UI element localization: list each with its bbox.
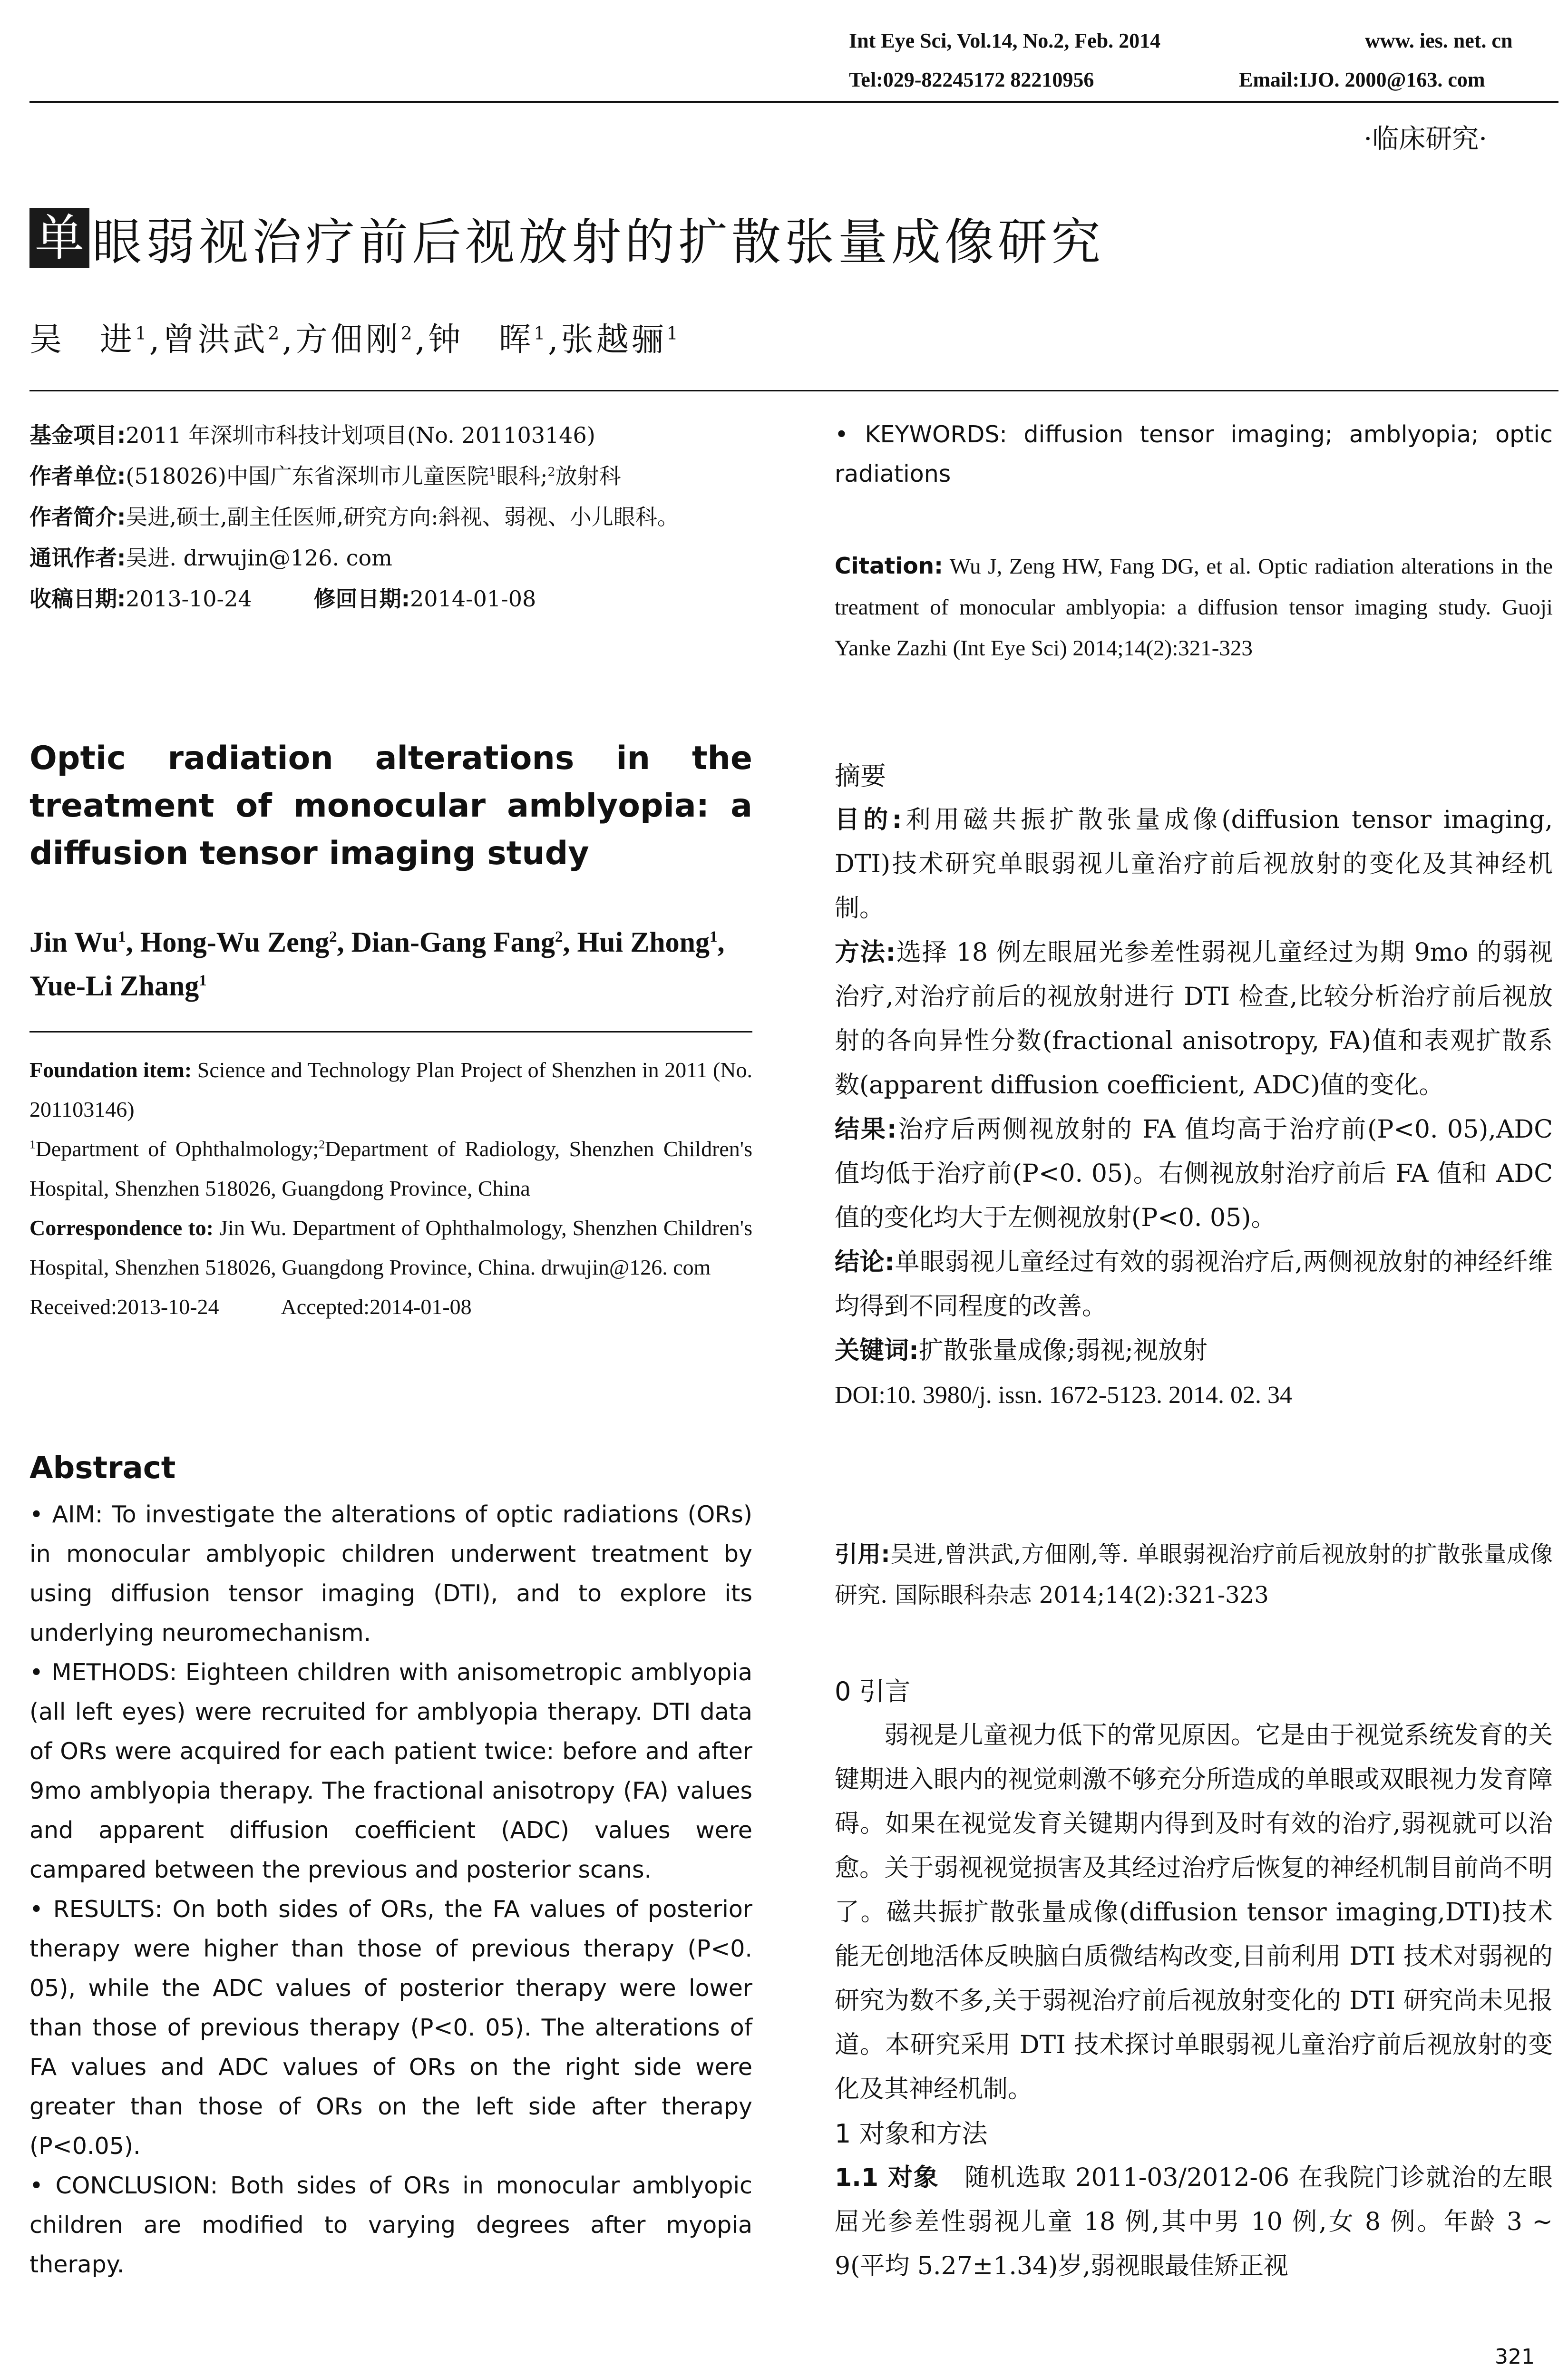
bio-line: 作者简介:吴进,硕士,副主任医师,研究方向:斜视、弱视、小儿眼科。 [29, 504, 679, 530]
english-title: Optic radiation alterations in the treatment of monocular amblyopia: a diffusion tensor imaging study [29, 740, 752, 872]
journal-website: www. ies. net. cn [1365, 29, 1513, 52]
english-authors: Jin Wu$^1$, Hong-Wu Zeng$^2$, Dian-Gang Fang$^2$, Hui Zhong$^1$, Yue-Li Zhang$^1$ [29, 926, 725, 1002]
author-affil: 1 [666, 322, 681, 344]
methods-heading: 1 对象和方法 [835, 2119, 988, 2149]
author-affil: 2 [400, 322, 415, 344]
foundation-item: Foundation item: Science and Technology Plan Project of Shenzhen in 2011 (No. 201103146) [29, 1058, 752, 1121]
chinese-citation: 引用:吴进,曾洪武,方佃刚,等. 单眼弱视治疗前后视放射的扩散张量成像研究. 国际眼科杂志 2014;14(2):321-323 [835, 1541, 1553, 1608]
english-keywords: • KEYWORDS: diffusion tensor imaging; amblyopia; optic radiations [835, 421, 1553, 487]
fund-line: 基金项目:2011 年深圳市科技计划项目(No. 201103146) [29, 422, 595, 448]
abstract-conclusion: • CONCLUSION: Both sides of ORs in monocular amblyopic children are modified to varying degrees after myopia therapy. [29, 2172, 752, 2278]
authors-cn: 吴 进$^1$,曾洪武$^2$,方佃刚$^2$,钟 晖$^1$,张越骊$^1$ [29, 321, 681, 359]
author-name: 张越骊 [561, 321, 667, 359]
doi: DOI:10. 3980/j. issn. 1672-5123. 2014. 02. 34 [835, 1382, 1292, 1409]
abstract-results: • RESULTS: On both sides of ORs, the FA values of posterior therapy were higher than those of previous therapy (P<0. 05), while the ADC values of posterior therapy were lower than those of previous therapy (P<0. 05). The alterations of FA values and ADC values of ORs on the right side were greater than those of ORs on the left side after therapy (P<0.05). [29, 1896, 752, 2160]
title-text: 眼弱视治疗前后视放射的扩散张量成像研究 [92, 213, 1105, 271]
chinese-abstract-heading: 摘要 [835, 761, 886, 791]
page-number: 321 [1495, 2345, 1535, 2369]
english-citation: Citation: Wu J, Zeng HW, Fang DG, et al. Optic radiation alterations in the treatment of monocular amblyopia: a diffusion tensor imaging study. Guoji Yanke Zazhi (Int Eye Sci) 2014;14(2):321-323 [835, 553, 1553, 661]
author-name: 方佃刚 [295, 321, 401, 359]
intro-heading: 0 引言 [835, 1676, 911, 1706]
methods-paragraph: 1.1 对象 随机选取 2011-03/2012-06 在我院门诊就治的左眼屈光参差性弱视儿童 18 例,其中男 10 例,女 8 例。年龄 3 ~ 9(平均 5.27±1.34)岁,弱视眼最佳矫正视 [835, 2163, 1553, 2280]
author-name: 钟 晖 [428, 321, 534, 359]
journal-email: Email:IJO. 2000@163. com [1239, 68, 1485, 91]
title-rule [29, 390, 1558, 391]
english-authors-rule [29, 1031, 752, 1033]
cn-methods: 方法:选择 18 例左眼屈光参差性弱视儿童经过为期 9mo 的弱视治疗,对治疗前后的视放射进行 DTI 检查,比较分析治疗前后视放射的各向异性分数(fractional anisotropy, FA)值和表观扩散系数(apparent diffusion coefficient, ADC)值的变化。 [835, 938, 1553, 1100]
abstract-heading: Abstract [29, 1451, 176, 1486]
article-title [29, 205, 1104, 271]
received-accepted: Received:2013-10-24 Accepted:2014-01-08 [29, 1295, 472, 1319]
introduction [835, 1669, 1553, 2289]
author-name: 曾洪武 [162, 321, 268, 359]
chinese-abstract [835, 754, 1553, 1417]
dates-line: 收稿日期:2013-10-24 修回日期:2014-01-08 [29, 586, 536, 612]
english-metadata [29, 1050, 752, 1326]
unit-line: 作者单位:(518026)中国广东省深圳市儿童医院$^1$眼科;$^2$放射科 [29, 463, 621, 489]
abstract-aim: • AIM: To investigate the alterations of optic radiations (ORs) in monocular amblyopic children underwent treatment by using diffusion tensor imaging (DTI), and to explore its underlying neuromechanism. [29, 1501, 752, 1646]
correspondence: Correspondence to: Jin Wu. Department of Ophthalmology, Shenzhen Children's Hospital, Shenzhen 518026, Guangdong Province, China. drwujin@126. com [29, 1216, 753, 1279]
header-rule [29, 101, 1558, 103]
author-affil: 2 [268, 322, 282, 344]
abstract-methods: • METHODS: Eighteen children with anisometropic amblyopia (all left eyes) were recruited for amblyopia therapy. DTI data of ORs were acquired for each patient twice: before and after 9mo amblyopia therapy. The fractional anisotropy (FA) values and apparent diffusion coefficient (ADC) values were campared between the previous and posterior scans. [29, 1659, 752, 1883]
corr-line: 通讯作者:吴进. drwujin@126. com [29, 545, 392, 571]
cn-conclusion: 结论:单眼弱视儿童经过有效的弱视治疗后,两侧视放射的神经纤维均得到不同程度的改善。 [835, 1248, 1553, 1321]
author-affil: 1 [534, 322, 548, 344]
section-label: ·临床研究· [1363, 124, 1487, 155]
cn-metadata [29, 415, 752, 619]
title-first-char: 单 [29, 208, 89, 268]
cn-aim: 目的:利用磁共振扩散张量成像(diffusion tensor imaging, DTI)技术研究单眼弱视儿童治疗前后视放射的变化及其神经机制。 [835, 806, 1553, 923]
abstract-body [29, 1495, 752, 2284]
author-name: 吴 进 [29, 321, 136, 359]
journal-tel: Tel:029-82245172 82210956 [849, 68, 1094, 91]
author-affil: 1 [135, 322, 149, 344]
cn-results: 结果:治疗后两侧视放射的 FA 值均高于治疗前(P<0. 05),ADC 值均低于治疗前(P<0. 05)。右侧视放射治疗前后 FA 值和 ADC 值的变化均大于左侧视放射(P<0. 05)。 [835, 1115, 1553, 1232]
departments: $^1$Department of Ophthalmology;$^2$Department of Radiology, Shenzhen Children's Hospital, Shenzhen 518026, Guangdong Province, China [29, 1137, 752, 1200]
cn-keywords: 关键词:扩散张量成像;弱视;视放射 [835, 1336, 1208, 1365]
journal-citation-header: Int Eye Sci, Vol.14, No.2, Feb. 2014 [849, 29, 1161, 52]
intro-paragraph: 弱视是儿童视力低下的常见原因。它是由于视觉系统发育的关键期进入眼内的视觉刺激不够充分所造成的单眼或双眼视力发育障碍。如果在视觉发育关键期内得到及时有效的治疗,弱视就可以治愈。关于弱视视觉损害及其经过治疗后恢复的神经机制目前尚不明了。磁共振扩散张量成像(diffusion tensor imaging,DTI)技术能无创地活体反映脑白质微结构改变,目前利用 DTI 技术对弱视的研究为数不多,关于弱视治疗前后视放射变化的 DTI 研究尚未见报道。本研究采用 DTI 技术探讨单眼弱视儿童治疗前后视放射的变化及其神经机制。 [835, 1721, 1553, 2104]
